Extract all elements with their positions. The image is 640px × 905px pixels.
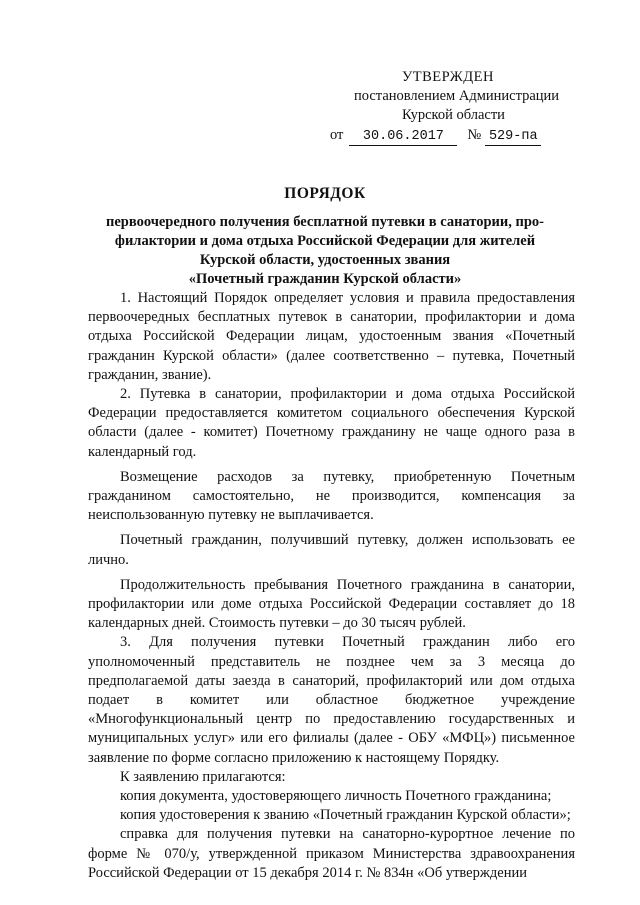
paragraph: Почетный гражданин, получивший путевку, должен использовать ее лично. (88, 532, 575, 568)
paragraph: Возмещение расходов за путевку, приобретенную Почетным гражданином самостоятельно, не производится, компенсация за неиспользованную путевку не выплачивается. (88, 468, 575, 524)
approved-region: Курской области (402, 107, 505, 123)
approved-heading: УТВЕРЖДЕН (402, 69, 494, 85)
approval-date-line (330, 126, 580, 146)
approval-stamp (330, 68, 580, 146)
title-line: филактории и дома отдыха Российской Федерации для жителей (114, 233, 536, 249)
document-body (88, 289, 575, 883)
date-prefix: от (330, 127, 344, 143)
paragraph: Продолжительность пребывания Почетного гражданина в санатории, профилактории или доме отдыха Российской Федерации составляет до 18 календарных дней. Стоимость путевки – до 30 тысяч рублей. (88, 576, 575, 632)
paragraph: К заявлению прилагаются: (120, 768, 286, 785)
approved-by: постановлением Администрации (354, 88, 560, 104)
paragraph: 2. Путевка в санатории, профилактории и дома отдыха Российской Федерации предоставляется комитетом социального обеспечения Курской области (далее - комитет) Почетному гражданину не чаще одного раза в календарный год. (88, 386, 575, 460)
approval-date: 30.06.2017 (349, 129, 457, 146)
paragraph: копия удостоверения к званию «Почетный гражданин Курской области»; (120, 807, 571, 824)
document-title (100, 184, 550, 289)
paragraph: 3. Для получения путевки Почетный гражданин либо его уполномоченный представитель не позднее чем за 3 месяца до предполагаемой даты заезда в санаторий, профилакторий или дом отдыха подает в комитет или областное бюджетное учреждение «Многофункциональный центр по предоставлению государственных и муниципальных услуг» или его филиалы (далее - ОБУ «МФЦ») письменное заявление по форме согласно приложению к настоящему Порядку. (88, 634, 575, 766)
title-line: первоочередного получения бесплатной путевки в санатории, про- (105, 214, 545, 230)
title-main: ПОРЯДОК (284, 185, 366, 202)
paragraph: копия документа, удостоверяющего личность Почетного гражданина; (120, 788, 552, 805)
title-line: Курской области, удостоенных звания (199, 252, 451, 268)
number-prefix: № (467, 127, 482, 143)
title-line: «Почетный гражданин Курской области» (188, 271, 462, 287)
paragraph: 1. Настоящий Порядок определяет условия и правила предоставления первоочередных бесплатных путевок в санатории, профилактории и дома отдыха Российской Федерации лицам, удостоенным звания «Почетный гражданин Курской области» (далее соответственно – путевка, Почетный гражданин, звание). (88, 290, 575, 383)
approval-number: 529-па (485, 129, 541, 146)
paragraph: справка для получения путевки на санаторно-курортное лечение по форме № 070/у, утвержденной приказом Министерства здравоохранения Российской Федерации от 15 декабря 2014 г. № 834н «Об утверждении (88, 826, 575, 881)
